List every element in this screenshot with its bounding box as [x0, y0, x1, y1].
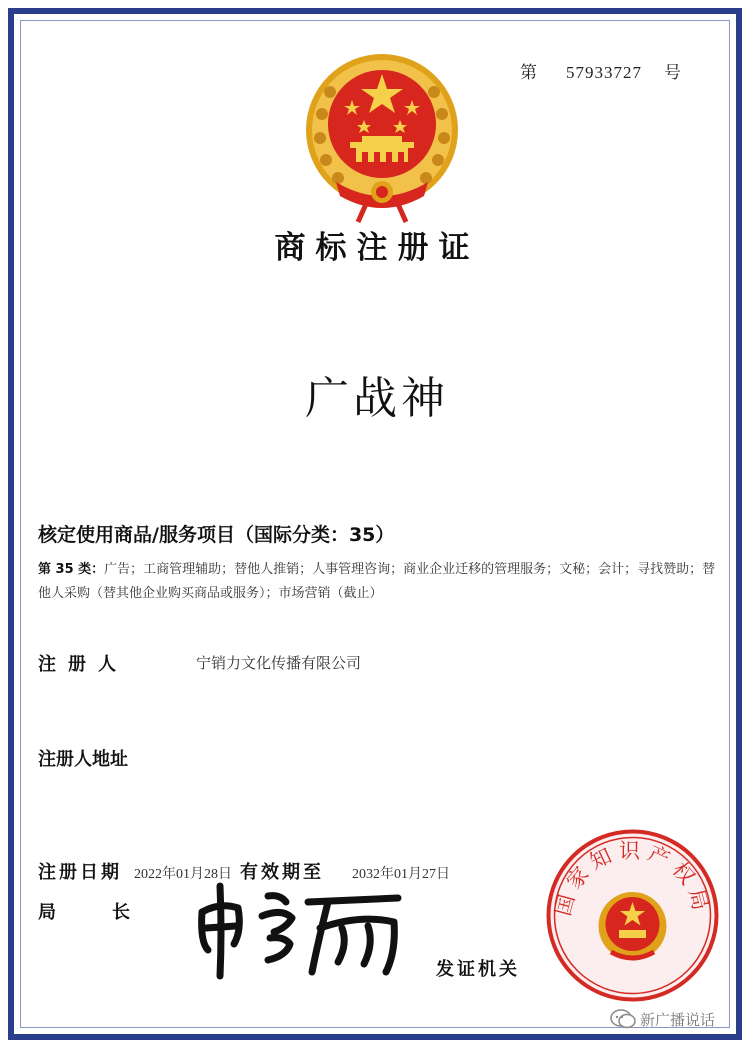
issuing-authority-label: 发证机关 [436, 959, 520, 980]
registrant-address-label: 注册人地址 [38, 749, 128, 770]
certificate-number-prefix: 第 [520, 63, 538, 82]
registrant-value: 宁销力文化传播有限公司 [196, 654, 362, 672]
scope-items [38, 558, 718, 606]
certificate-title: 商标注册证 [274, 230, 480, 266]
scope-items-text: 广告；工商管理辅助；替他人推销；人事管理咨询；商业企业迁移的管理服务；文秘；会计；寻找赞助；替他人采购（替其他企业购买商品或服务）；市场营销（截止） [38, 562, 716, 601]
director-signature [190, 872, 410, 982]
scope-class-label: 第 35 类： [38, 562, 105, 577]
chat-bubble-icon [610, 1008, 636, 1030]
certificate-number-suffix: 号 [664, 63, 682, 82]
trademark-name: 广战神 [305, 373, 449, 424]
certificate-number [520, 58, 682, 83]
director-label: 局长 [38, 902, 186, 923]
watermark [610, 1004, 750, 1034]
registrant-label: 注册人 [38, 654, 128, 675]
registration-date-label: 注册日期 [38, 862, 122, 883]
svg-text:国家知识产权局: 国家知识产权局 [550, 839, 715, 919]
registration-date-value: 2022年01月28日 [134, 867, 232, 882]
scope-heading: 核定使用商品/服务项目（国际分类：35） [38, 524, 395, 546]
valid-until-label: 有效期至 [240, 862, 324, 883]
official-seal-icon [545, 828, 720, 1003]
national-emblem-icon [300, 52, 465, 224]
watermark-text: 新广播说话 [640, 1010, 716, 1029]
valid-until-value: 2032年01月27日 [352, 867, 450, 882]
certificate-number-value: 57933727 [566, 63, 642, 82]
